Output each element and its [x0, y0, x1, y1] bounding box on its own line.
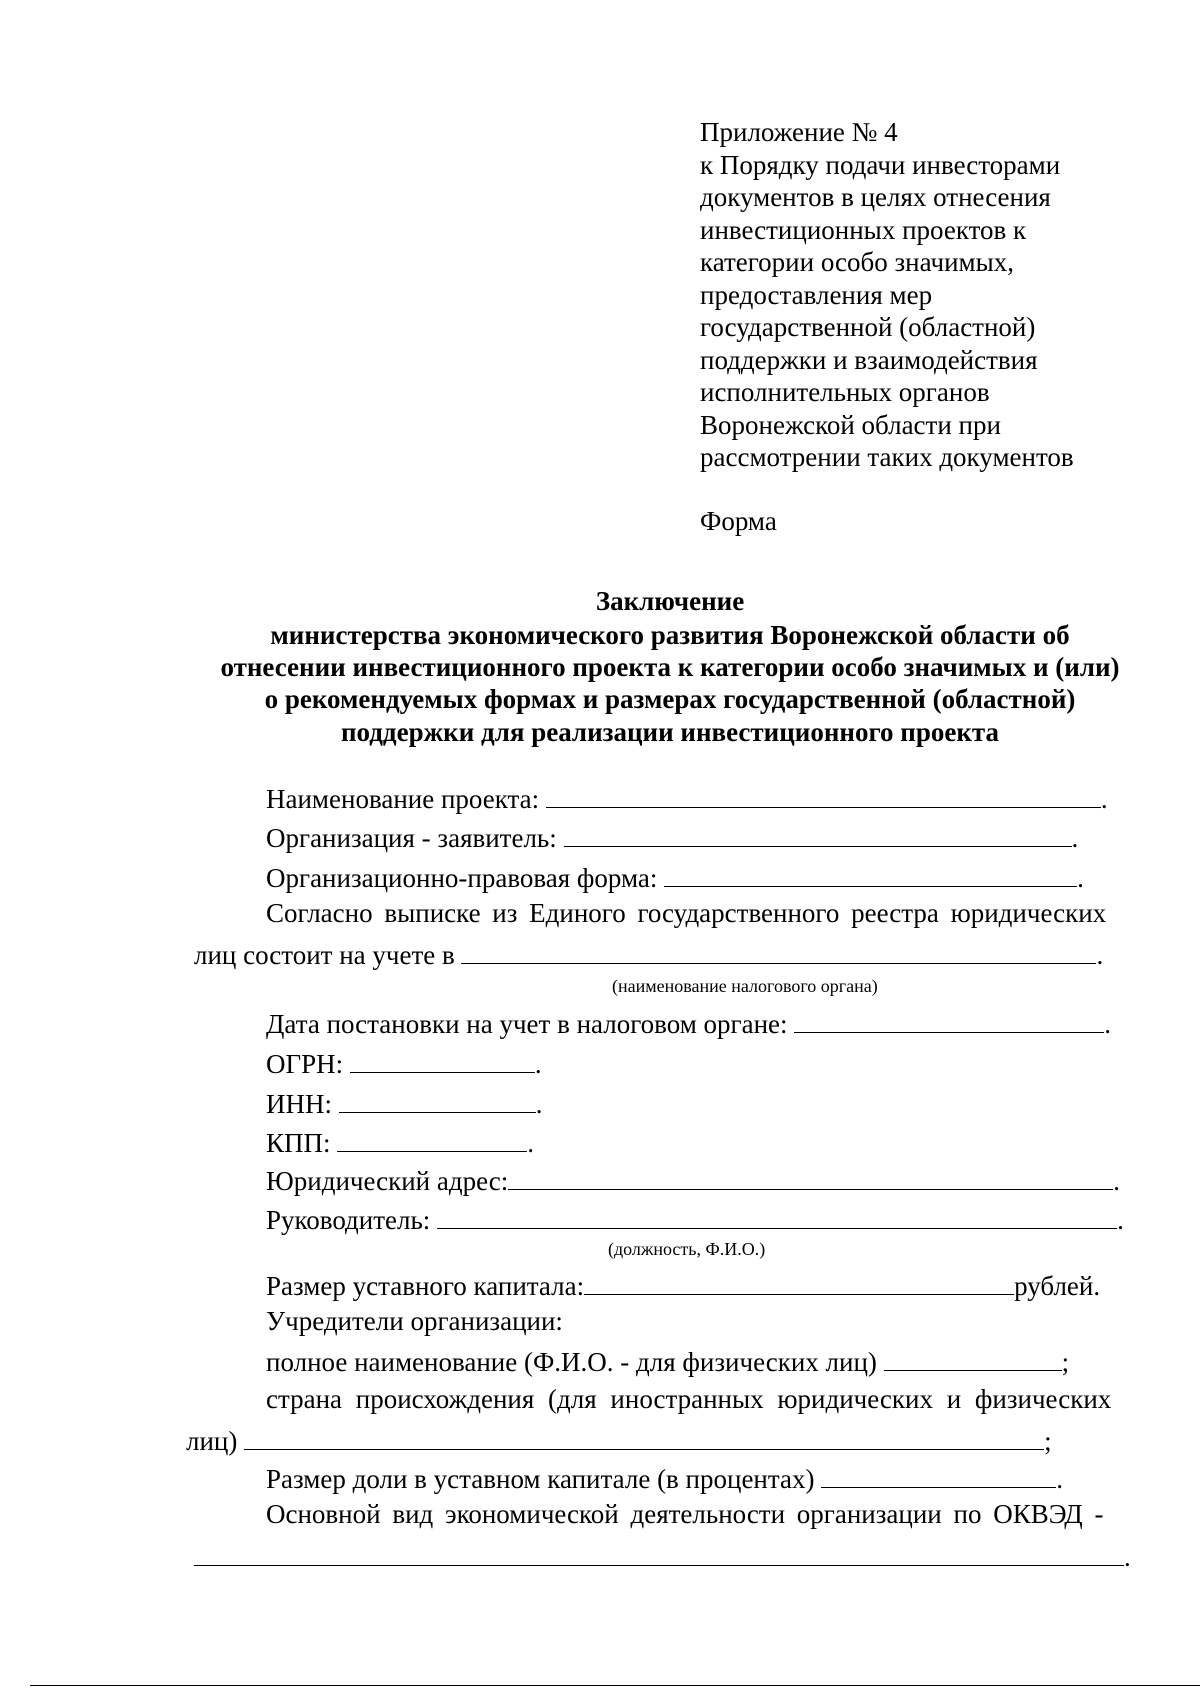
document-title-line: о рекомендуемых формах и размерах государственной (областной)	[264, 684, 1076, 714]
semicolon: ;	[1044, 1426, 1052, 1456]
full-name-row	[266, 1344, 1069, 1378]
head-label: Руководитель:	[266, 1205, 431, 1235]
appendix-line: предоставления мер	[700, 279, 933, 310]
inn-label: ИНН:	[266, 1089, 332, 1119]
applicant-field[interactable]	[564, 820, 1072, 847]
appendix-line: документов в целях отнесения	[700, 182, 1051, 212]
head-field[interactable]	[437, 1202, 1117, 1229]
registration-date-row	[266, 1006, 1111, 1040]
period: .	[527, 1128, 535, 1158]
full-name-label: полное наименование (Ф.И.О. - для физических лиц)	[266, 1347, 877, 1377]
legal-form-field[interactable]	[664, 860, 1077, 887]
period: .	[1071, 823, 1079, 853]
period: .	[1104, 1009, 1112, 1039]
document-title: Заключение	[595, 586, 745, 616]
okved-label: Основной вид экономической деятельности организации по ОКВЭД -	[266, 1499, 1104, 1529]
document-title-line: министерства экономического развития Воронежской области об	[270, 620, 1070, 650]
inn-row	[266, 1086, 543, 1120]
period: .	[1096, 940, 1104, 970]
capital-label: Размер уставного капитала:	[266, 1271, 585, 1301]
project-name-field[interactable]	[546, 781, 1101, 808]
egrul-row	[194, 937, 1103, 971]
period: .	[1113, 1166, 1120, 1196]
capital-row	[266, 1268, 1100, 1302]
appendix-block	[700, 116, 1074, 474]
share-field[interactable]	[821, 1461, 1056, 1488]
country-line-1: страна происхождения (для иностранных юридических и физических	[266, 1384, 1112, 1414]
share-label: Размер доли в уставном капитале (в процентах)	[266, 1464, 815, 1494]
appendix-line: инвестиционных проектов к	[700, 214, 1027, 245]
project-name-label: Наименование проекта:	[266, 784, 540, 814]
period: .	[1124, 1542, 1131, 1572]
form-label: Форма	[700, 506, 777, 536]
ogrn-field[interactable]	[350, 1046, 535, 1073]
appendix-line: исполнительных органов	[700, 377, 990, 407]
applicant-row	[266, 820, 1078, 854]
document-title-line: отнесении инвестиционного проекта к категории особо значимых и (или)	[220, 652, 1120, 682]
okved-field[interactable]	[194, 1539, 1124, 1566]
country-field[interactable]	[244, 1423, 1044, 1450]
period: .	[1117, 1205, 1124, 1235]
appendix-line: к Порядку подачи инвесторами	[700, 149, 1061, 180]
legal-form-row	[266, 860, 1084, 894]
full-name-field[interactable]	[884, 1344, 1062, 1371]
appendix-line: Воронежской области при	[700, 409, 1001, 440]
registration-date-field[interactable]	[794, 1006, 1104, 1033]
kpp-row	[266, 1125, 534, 1159]
share-row	[266, 1461, 1063, 1495]
period: .	[534, 1049, 542, 1079]
appendix-line: поддержки и взаимодействия	[700, 344, 1038, 375]
kpp-label: КПП:	[266, 1128, 331, 1158]
capital-unit: рублей.	[1014, 1271, 1101, 1301]
appendix-line: рассмотрении таких документов	[700, 442, 1074, 472]
period: .	[1056, 1464, 1063, 1494]
legal-form-label: Организационно-правовая форма:	[266, 863, 658, 893]
country-label: лиц)	[186, 1426, 238, 1456]
tax-authority-field[interactable]	[461, 937, 1096, 964]
legal-address-row	[266, 1163, 1120, 1197]
inn-field[interactable]	[339, 1086, 536, 1113]
kpp-field[interactable]	[337, 1125, 527, 1152]
capital-field[interactable]	[584, 1268, 1014, 1295]
ogrn-row	[266, 1046, 542, 1080]
okved-row	[194, 1539, 1131, 1573]
project-name-row	[266, 781, 1108, 815]
bottom-rule	[30, 1685, 1200, 1686]
document-title-line: поддержки для реализации инвестиционного проекта	[341, 717, 999, 747]
period: .	[1077, 863, 1084, 893]
head-row	[266, 1202, 1124, 1236]
registration-date-label: Дата постановки на учет в налоговом органе:	[266, 1009, 788, 1039]
appendix-line: категории особо значимых,	[700, 247, 1014, 277]
head-hint: (должность, Ф.И.О.)	[608, 1239, 766, 1259]
country-row	[186, 1423, 1052, 1457]
appendix-line: государственной (областной)	[700, 312, 1036, 342]
ogrn-label: ОГРН:	[266, 1049, 344, 1079]
period: .	[1100, 784, 1108, 814]
founders-label: Учредители организации:	[266, 1306, 563, 1336]
period: .	[535, 1089, 543, 1119]
legal-address-field[interactable]	[508, 1163, 1113, 1190]
legal-address-label: Юридический адрес:	[266, 1166, 509, 1196]
tax-authority-hint: (наименование налогового органа)	[612, 976, 878, 996]
egrul-line-1: Согласно выписке из Единого государственного реестра юридических	[266, 898, 1107, 928]
semicolon: ;	[1061, 1347, 1070, 1377]
applicant-label: Организация - заявитель:	[266, 823, 557, 853]
appendix-line: Приложение № 4	[700, 117, 898, 147]
egrul-label: лиц состоит на учете в	[194, 940, 455, 970]
